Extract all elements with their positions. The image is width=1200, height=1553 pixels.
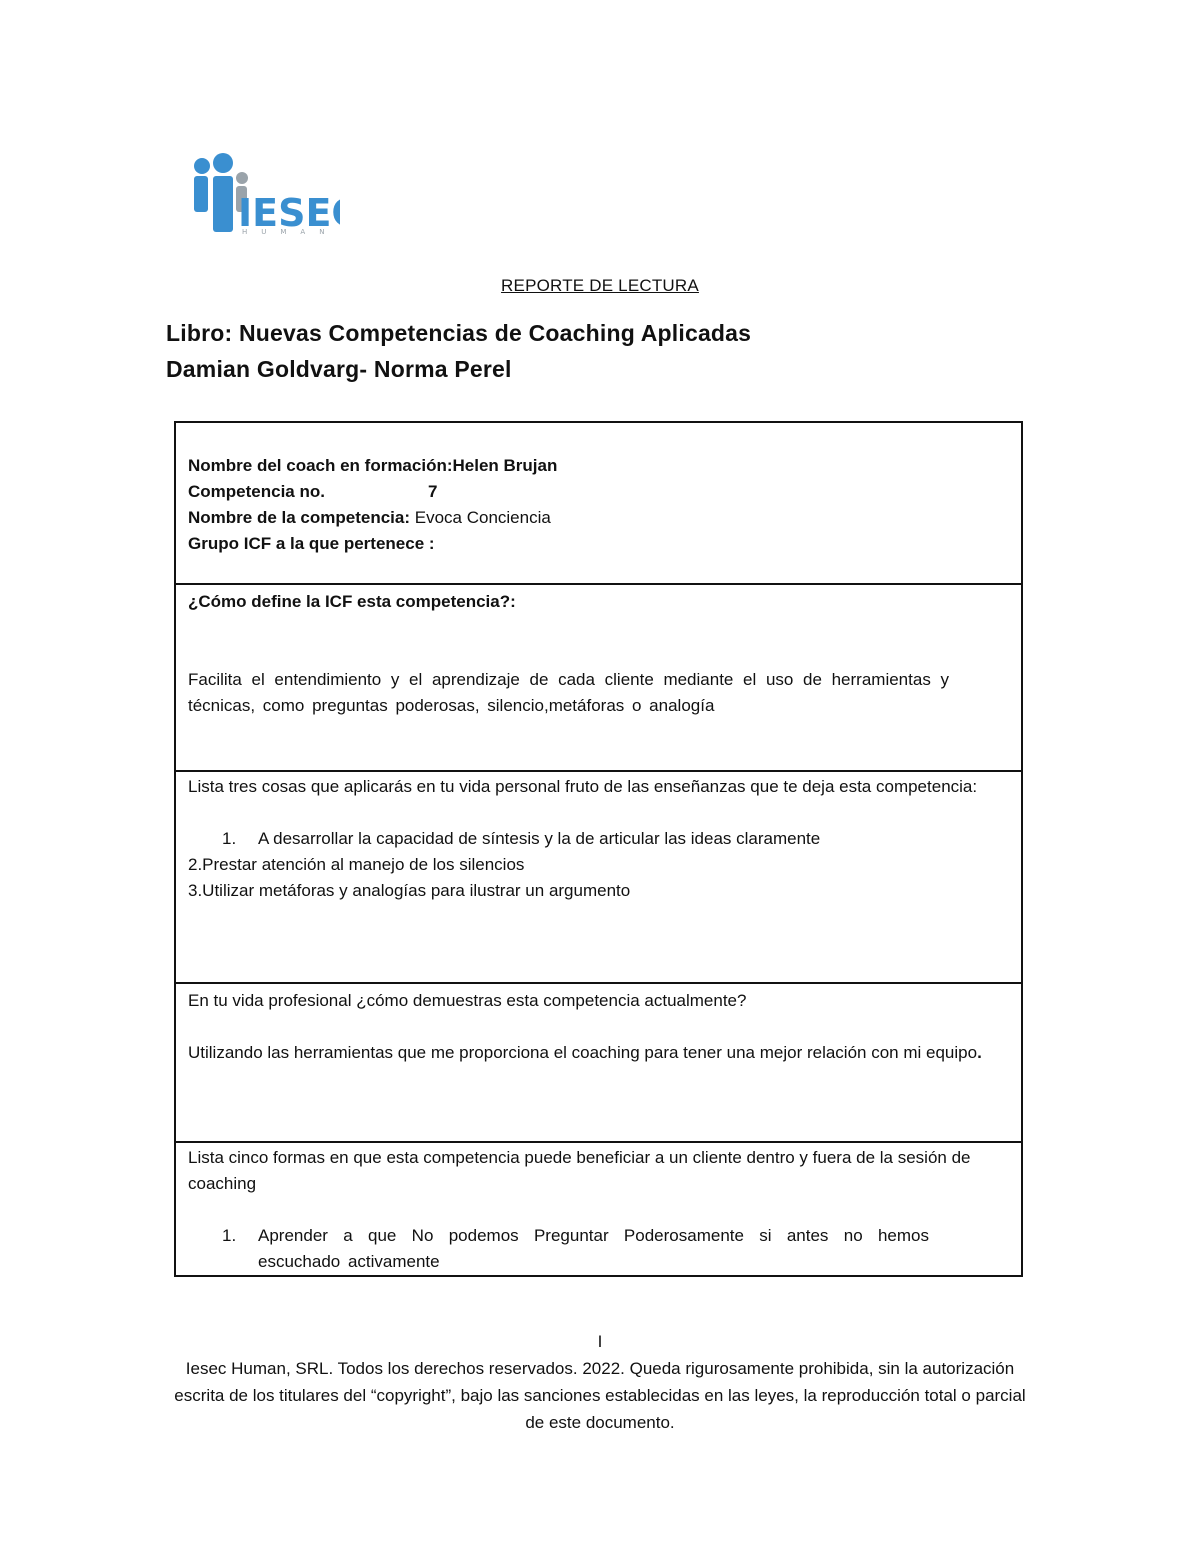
competency-name-value: Evoca Conciencia — [410, 508, 551, 527]
benefits-cell — [176, 1143, 1021, 1275]
copyright-notice: Iesec Human, SRL. Todos los derechos reservados. 2022. Queda rigurosamente prohibida, sin la autorización escrita de los titulares del “copyright”, bajo las sanciones establecidas en las leyes, la reproducción total o parcial de este documento. — [174, 1359, 1026, 1432]
personal-cell — [176, 772, 1021, 984]
personal-item-1 — [188, 826, 1009, 852]
professional-answer-text: Utilizando las herramientas que me proporciona el coaching para tener una mejor relación con mi equipo — [188, 1043, 978, 1062]
info-cell — [176, 423, 1021, 585]
coach-name-row — [188, 453, 1009, 479]
personal-item-1-text: A desarrollar la capacidad de síntesis y la de articular las ideas claramente — [258, 829, 821, 848]
icf-group-label: Grupo ICF a la que pertenece : — [188, 534, 435, 553]
professional-answer — [188, 1040, 1009, 1066]
competency-number-label: Competencia no. — [188, 482, 325, 501]
logo-text: IESE — [238, 191, 332, 235]
benefits-item-1 — [188, 1223, 1009, 1275]
personal-item-2: 2.Prestar atención al manejo de los silencios — [188, 855, 525, 874]
book-title: Libro: Nuevas Competencias de Coaching Aplicadas — [166, 320, 752, 346]
personal-item-3: 3.Utilizar metáforas y analogías para ilustrar un argumento — [188, 881, 631, 900]
benefits-item-1-text: Aprender a que No podemos Preguntar Poderosamente si antes no hemos escuchado activamente — [258, 1226, 929, 1271]
personal-question: Lista tres cosas que aplicarás en tu vida personal fruto de las enseñanzas que te deja esta competencia: — [188, 777, 978, 796]
book-authors: Damian Goldvarg- Norma Perel — [166, 356, 512, 382]
competency-number-value: 7 — [428, 482, 438, 501]
definition-question: ¿Cómo define la ICF esta competencia?: — [188, 592, 516, 611]
competency-number-row — [188, 479, 1009, 505]
page-number: I — [597, 1332, 603, 1351]
iesec-human-logo — [190, 152, 340, 236]
definition-cell — [176, 585, 1021, 772]
definition-answer: Facilita el entendimiento y el aprendizaje de cada cliente mediante el uso de herramientas y técnicas, como preguntas poderosas, silencio,metáforas o analogía — [188, 670, 949, 715]
competency-name-row — [188, 505, 1009, 531]
competency-form-table — [174, 421, 1023, 1277]
page-footer — [0, 1328, 1200, 1436]
benefits-question: Lista cinco formas en que esta competencia puede beneficiar a un cliente dentro y fuera de la sesión de coaching — [188, 1148, 971, 1193]
report-title: REPORTE DE LECTURA — [501, 276, 699, 295]
benefits-item-1-number: 1. — [222, 1226, 237, 1245]
coach-name-label: Nombre del coach en formación: — [188, 456, 453, 475]
logo-subtext: HUMAN — [242, 228, 339, 236]
professional-question: En tu vida profesional ¿cómo demuestras esta competencia actualmente? — [188, 991, 747, 1010]
professional-cell — [176, 984, 1021, 1143]
personal-item-1-number: 1. — [222, 829, 237, 848]
coach-name-value: Helen Brujan — [452, 456, 558, 475]
competency-name-label: Nombre de la competencia: — [188, 508, 411, 527]
professional-answer-period: . — [977, 1043, 982, 1062]
